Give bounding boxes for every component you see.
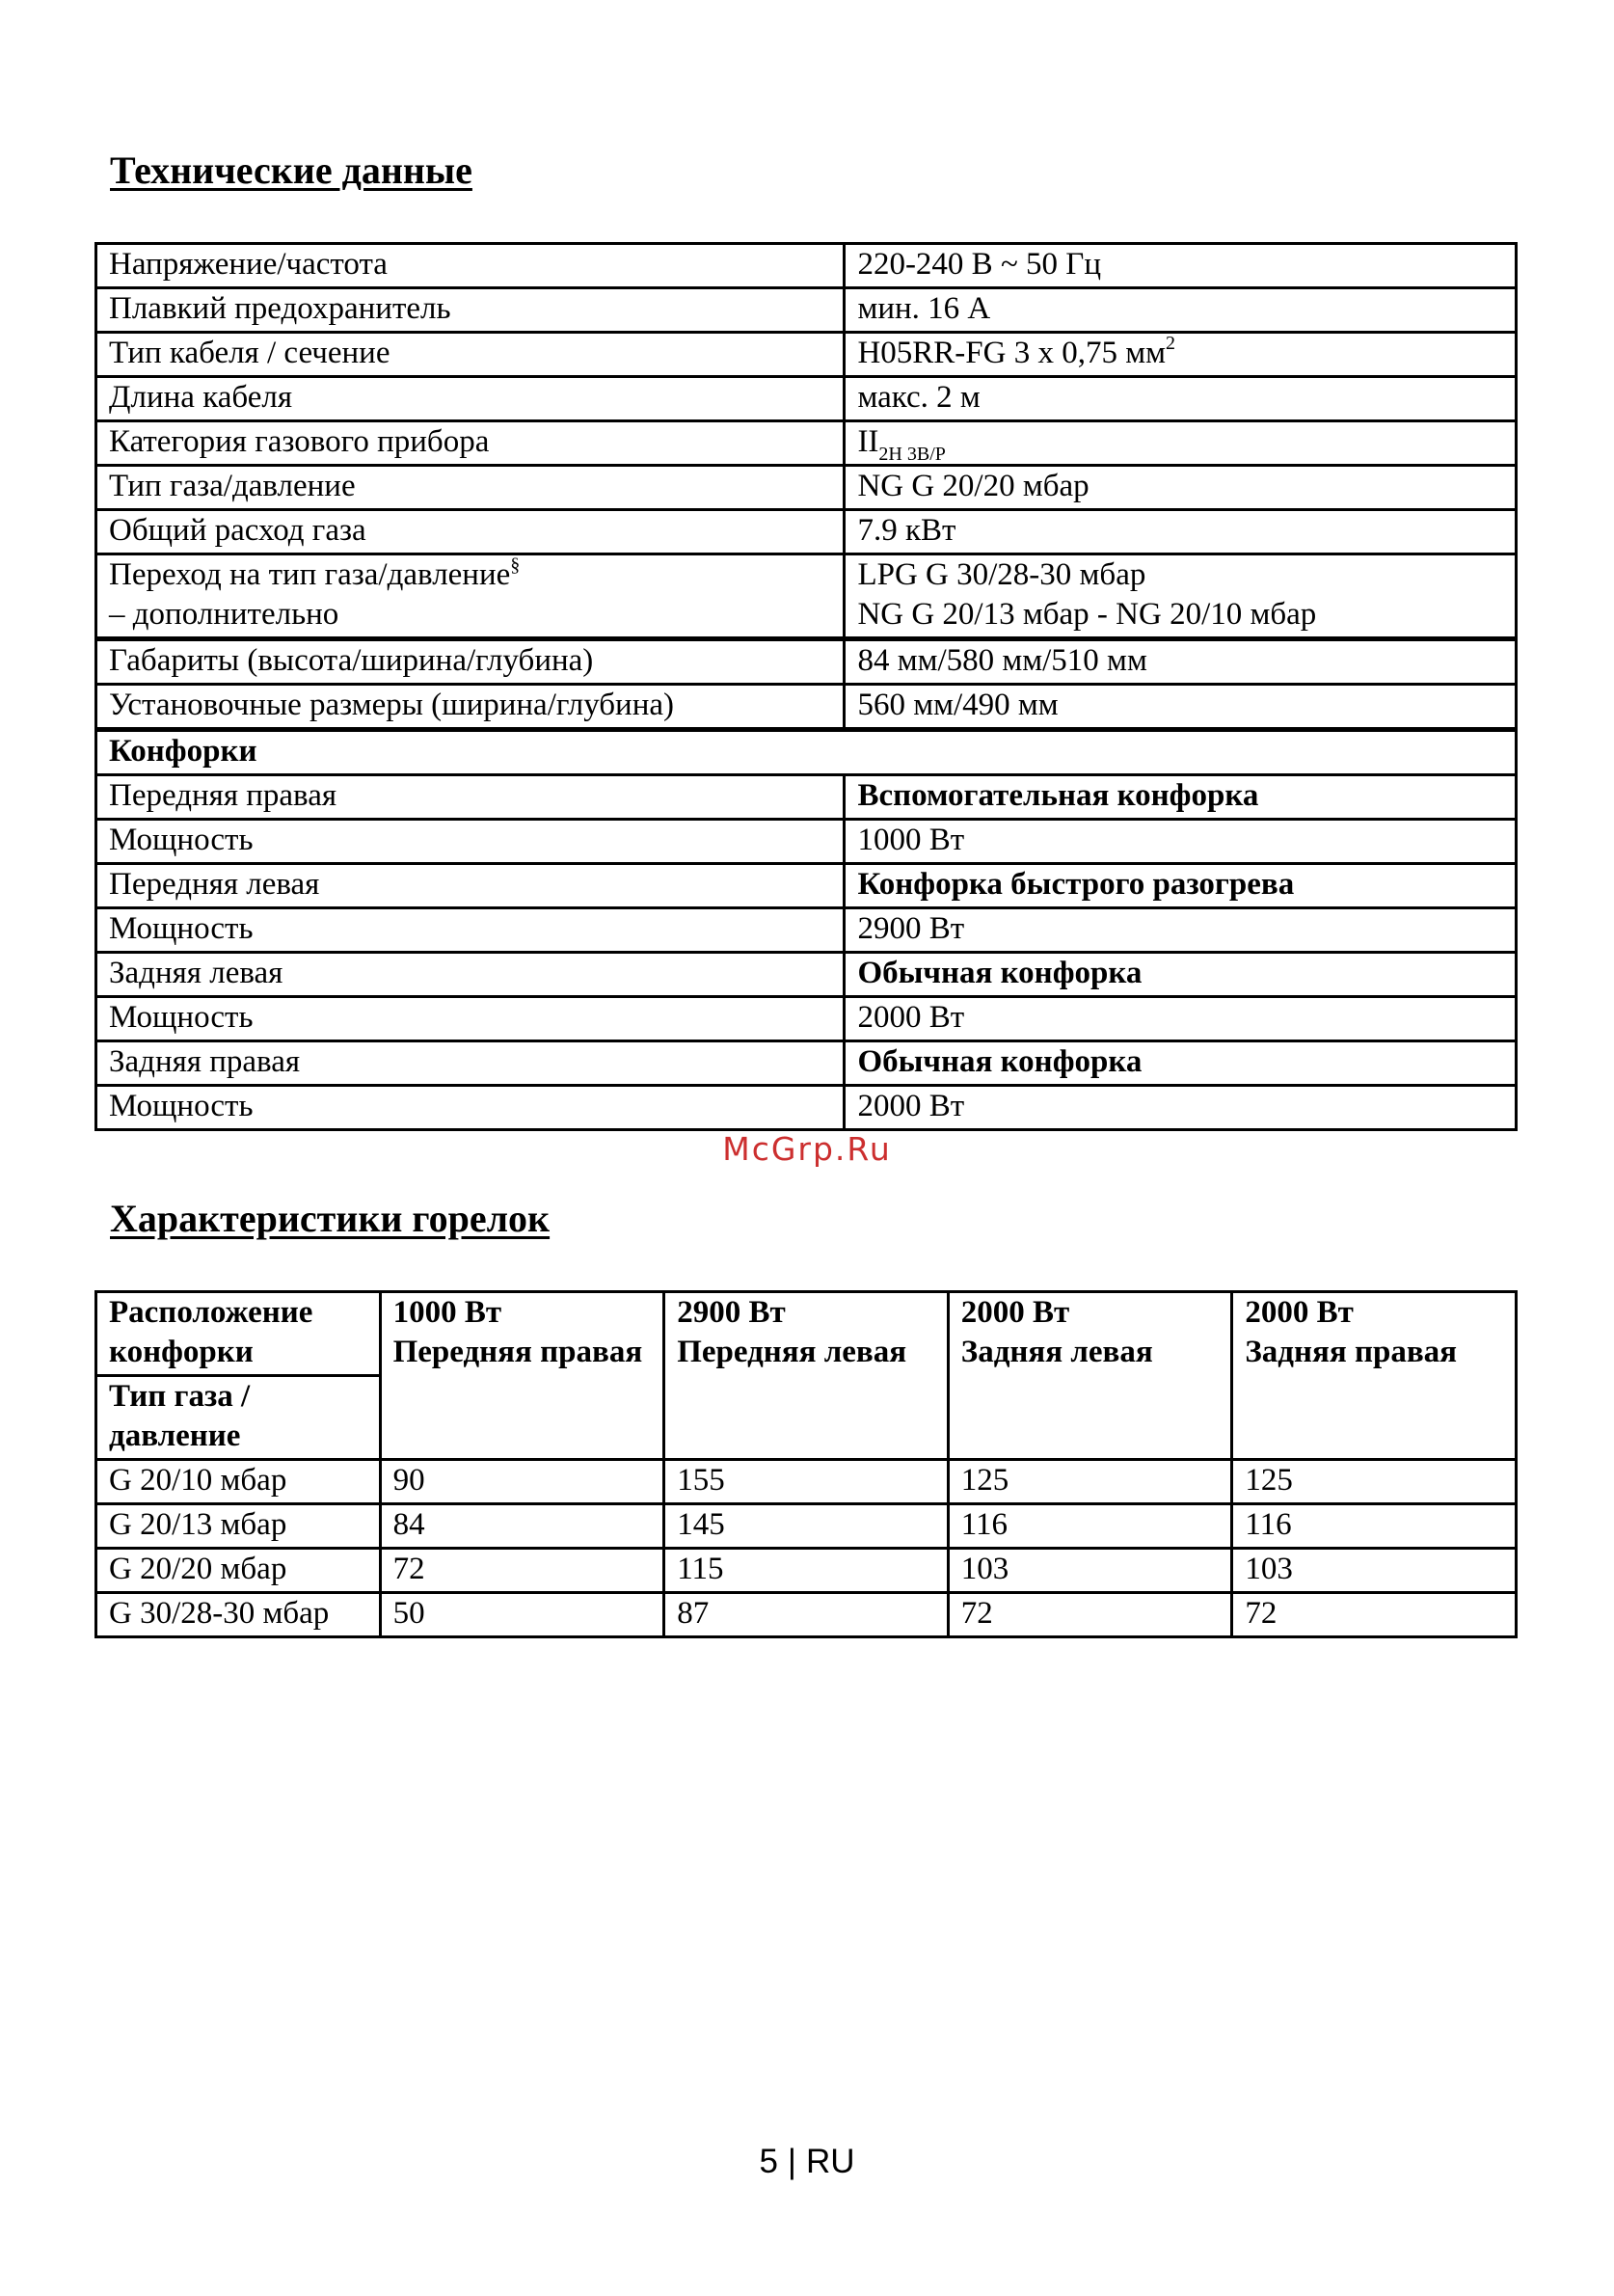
conversion-label-line2: – дополнительно [109, 597, 339, 632]
burner-power: 2000 Вт [845, 1086, 1517, 1130]
table-cell: 145 [664, 1504, 949, 1549]
table-row [96, 421, 1517, 466]
burner-power: 1000 Вт [845, 820, 1517, 864]
column-header [1232, 1292, 1517, 1460]
burner-type: Обычная конфорка [845, 953, 1517, 997]
burner-position: Задняя правая [96, 1041, 845, 1086]
burners-heading: Конфорки [96, 730, 1517, 775]
spec-value: 560 мм/490 мм [845, 685, 1517, 730]
cable-value: H05RR-FG 3 x 0,75 мм [857, 336, 1166, 370]
column-header [948, 1292, 1232, 1460]
burner-power-label: Мощность [96, 1086, 845, 1130]
spec-label: Напряжение/частота [96, 244, 845, 288]
watermark: McGrp.Ru [722, 1130, 892, 1168]
table-row [96, 775, 1517, 820]
table-row [96, 377, 1517, 421]
spec-label [96, 554, 845, 639]
burner-characteristics-title: Характеристики горелок [110, 1197, 551, 1240]
burner-power: 2000 Вт [845, 997, 1517, 1041]
table-row [96, 685, 1517, 730]
language-code: RU [806, 2143, 855, 2180]
burner-type: Обычная конфорка [845, 1041, 1517, 1086]
table-row [96, 1549, 1517, 1593]
table-cell: 116 [948, 1504, 1232, 1549]
table-cell: 116 [1232, 1504, 1517, 1549]
table-row [96, 864, 1517, 908]
table-cell: 125 [1232, 1460, 1517, 1504]
burner-position: Передняя правая [96, 775, 845, 820]
table-cell: 84 [380, 1504, 664, 1549]
burner-power-label: Мощность [96, 820, 845, 864]
spec-label: Категория газового прибора [96, 421, 845, 466]
table-row [96, 730, 1517, 775]
category-value: II [857, 424, 879, 459]
conversion-value: LPG G 30/28-30 мбар [857, 557, 1146, 592]
table-row [96, 1086, 1517, 1130]
category-subscript: 2H 3B/P [878, 444, 946, 465]
page-number: 5 [759, 2143, 778, 2180]
section-sign: § [510, 554, 521, 576]
table-cell: 125 [948, 1460, 1232, 1504]
column-power: 2000 Вт [1245, 1295, 1354, 1330]
table-row [96, 1041, 1517, 1086]
table-row [96, 554, 1517, 639]
spec-value: NG G 20/20 мбар [845, 466, 1517, 510]
table-cell: 87 [664, 1593, 949, 1637]
burner-power-label: Мощность [96, 997, 845, 1041]
column-header [380, 1292, 664, 1460]
burner-type: Конфорка быстрого разогрева [845, 864, 1517, 908]
spec-label: Габариты (высота/ширина/глубина) [96, 639, 845, 685]
gas-type: G 20/20 мбар [96, 1549, 381, 1593]
table-row [96, 997, 1517, 1041]
tech-data-title: Технические данные [110, 149, 472, 192]
column-header [664, 1292, 949, 1460]
table-row [96, 820, 1517, 864]
burner-power-label: Мощность [96, 908, 845, 953]
conversion-label: Переход на тип газа/давление [109, 557, 511, 592]
tech-data-table [94, 242, 1518, 1131]
gas-type: G 30/28-30 мбар [96, 1593, 381, 1637]
column-power: 2900 Вт [677, 1295, 786, 1330]
gas-type: G 20/13 мбар [96, 1504, 381, 1549]
table-cell: 115 [664, 1549, 949, 1593]
conversion-value-line2: NG G 20/13 мбар - NG 20/10 мбар [857, 597, 1317, 632]
spec-value: 84 мм/580 мм/510 мм [845, 639, 1517, 685]
table-cell: 50 [380, 1593, 664, 1637]
table-header-row [96, 1292, 1517, 1376]
spec-value [845, 333, 1517, 377]
spec-label: Тип газа/давление [96, 466, 845, 510]
table-row [96, 1504, 1517, 1549]
column-position: Передняя левая [677, 1335, 907, 1369]
spec-value [845, 554, 1517, 639]
table-row [96, 1593, 1517, 1637]
page-footer [0, 2143, 1614, 2181]
column-position: Передняя правая [392, 1335, 643, 1369]
table-cell: 103 [1232, 1549, 1517, 1593]
spec-value: 7.9 кВт [845, 510, 1517, 554]
spec-value: 220-240 В ~ 50 Гц [845, 244, 1517, 288]
burner-characteristics-table [94, 1290, 1518, 1638]
corner-header-top: Расположение конфорки [96, 1292, 381, 1376]
table-row [96, 466, 1517, 510]
table-row [96, 908, 1517, 953]
column-power: 2000 Вт [960, 1295, 1070, 1330]
burner-power: 2900 Вт [845, 908, 1517, 953]
cable-superscript: 2 [1165, 333, 1175, 354]
table-cell: 72 [1232, 1593, 1517, 1637]
spec-value: мин. 16 А [845, 288, 1517, 333]
table-row [96, 288, 1517, 333]
table-row [96, 333, 1517, 377]
column-power: 1000 Вт [392, 1295, 502, 1330]
corner-header-bottom: Тип газа / давление [96, 1376, 381, 1460]
spec-label: Установочные размеры (ширина/глубина) [96, 685, 845, 730]
spec-value: макс. 2 м [845, 377, 1517, 421]
table-cell: 72 [380, 1549, 664, 1593]
column-position: Задняя левая [960, 1335, 1153, 1369]
table-cell: 90 [380, 1460, 664, 1504]
gas-type: G 20/10 мбар [96, 1460, 381, 1504]
table-cell: 155 [664, 1460, 949, 1504]
footer-separator: | [787, 2143, 796, 2180]
table-cell: 103 [948, 1549, 1232, 1593]
spec-value [845, 421, 1517, 466]
column-position: Задняя правая [1245, 1335, 1457, 1369]
table-row [96, 510, 1517, 554]
burner-position: Задняя левая [96, 953, 845, 997]
table-row [96, 1460, 1517, 1504]
table-row [96, 639, 1517, 685]
spec-label: Длина кабеля [96, 377, 845, 421]
table-row [96, 953, 1517, 997]
burner-type: Вспомогательная конфорка [845, 775, 1517, 820]
table-cell: 72 [948, 1593, 1232, 1637]
spec-label: Общий расход газа [96, 510, 845, 554]
spec-label: Плавкий предохранитель [96, 288, 845, 333]
spec-label: Тип кабеля / сечение [96, 333, 845, 377]
table-row [96, 244, 1517, 288]
burner-position: Передняя левая [96, 864, 845, 908]
